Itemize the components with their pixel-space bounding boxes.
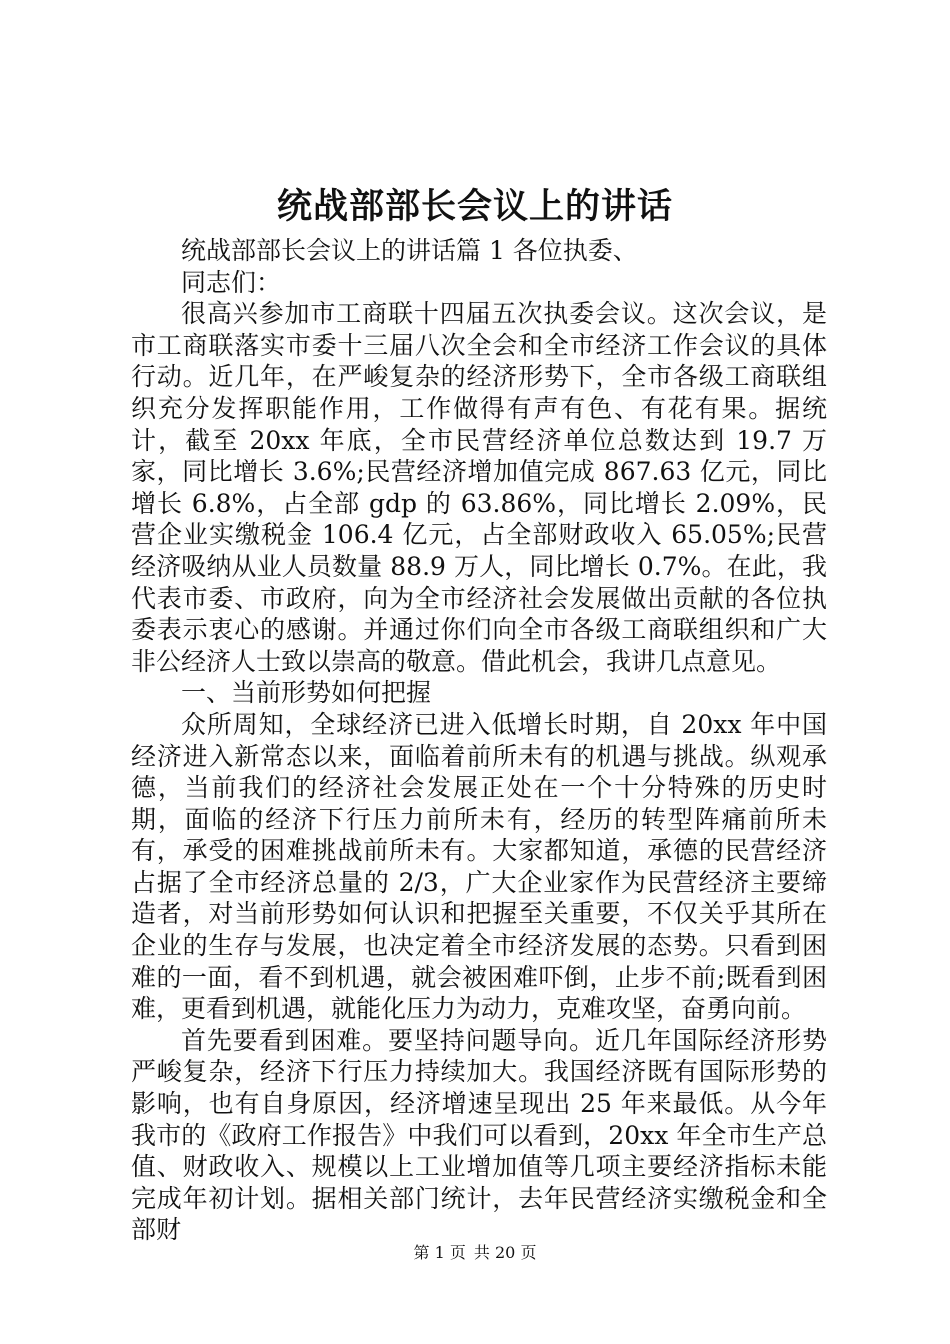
paragraph-opening: 很高兴参加市工商联十四届五次执委会议。这次会议，是市工商联落实市委十三届八次全会和全市经济工作会议的具体行动。近几年，在严峻复杂的经济形势下，全市各级工商联组织充分发挥职能作用，工作做得有声有色、有花有果。据统计，截至 20xx 年底，全市民营经济单位总数达到 19.7 万家，同比增长 3.6%;民营经济增加值完成 867.63 亿元，同比增长 6.8%，占全部 gdp 的 63.86%，同比增长 2.09%，民营企业实缴税金 106.4 亿元，占全部财政收入 65.05%;民营经济吸纳从业人员数量 88.9 万人，同比增长 0.7%。在此，我代表市委、市政府，向为全市经济社会发展做出贡献的各位执委表示衷心的感谢。并通过你们向全市各级工商联组织和广大非公经济人士致以崇高的敬意。借此机会，我讲几点意见。 [131,299,827,676]
page-number: 第 1 页 [413,1243,466,1262]
paragraph-difficulties: 首先要看到困难。要坚持问题导向。近几年国际经济形势严峻复杂，经济下行压力持续加大。我国经济既有国际形势的影响，也有自身原因，经济增速呈现出 25 年来最低。从今年我市的《政府工作报告》中我们可以看到，20xx 年全市生产总值、财政收入、规模以上工业增加值等几项主要经济指标未能完成年初计划。据相关部门统计，去年民营经济实缴税金和全部财 [131,1025,827,1245]
paragraph-intro: 统战部部长会议上的讲话篇 1 各位执委、 [181,236,638,265]
page-footer [0,1242,950,1264]
page-total: 共 20 页 [473,1243,537,1262]
page-title: 统战部部长会议上的讲话 [276,187,673,227]
document-body [131,235,827,1246]
section-heading: 一、当前形势如何把握 [181,678,432,708]
paragraph-salutation: 同志们： [181,267,282,297]
paragraph-situation: 众所周知，全球经济已进入低增长时期，自 20xx 年中国经济进入新常态以来，面临着前所未有的机遇与挑战。纵观承德，当前我们的经济社会发展正处在一个十分特殊的历史时期，面临的经济下行压力前所未有，经历的转型阵痛前所未有，承受的困难挑战前所未有。大家都知道，承德的民营经济占据了全市经济总量的 2/3，广大企业家作为民营经济主要缔造者，对当前形势如何认识和把握至关重要，不仅关乎其所在企业的生存与发展，也决定着全市经济发展的态势。只看到困难的一面，看不到机遇，就会被困难吓倒，止步不前;既看到困难，更看到机遇，就能化压力为动力，克难攻坚，奋勇向前。 [131,709,827,1024]
